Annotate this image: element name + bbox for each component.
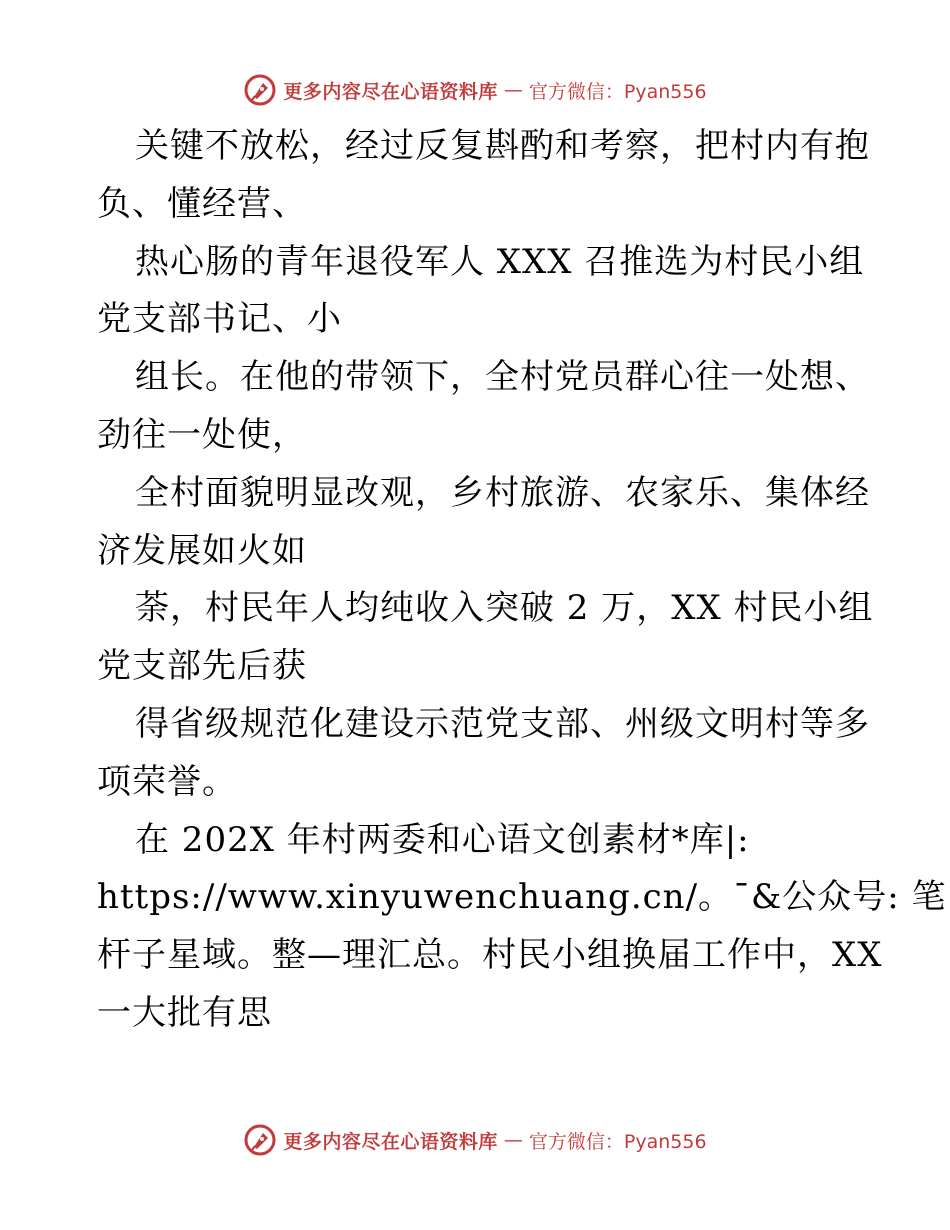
body-line: https://www.xinyuwenchuang.cn/。¯&公众号: 笔	[97, 877, 947, 918]
body-line: 项荣誉。	[97, 761, 237, 802]
footer-banner	[0, 1120, 950, 1160]
body-line: 全村面貌明显改观，乡村旅游、农家乐、集体经	[135, 472, 870, 513]
body-line: 党支部先后获	[97, 646, 307, 687]
body-line: 在 202X 年村两委和心语文创素材*库|:	[135, 819, 750, 860]
body-line: 党支部书记、小	[97, 299, 342, 340]
body-line: 负、懂经营、	[97, 183, 307, 224]
body-line: 济发展如火如	[97, 530, 307, 571]
body-line: 杆子星域。整—理汇总。村民小组换届工作中，XX	[97, 935, 883, 976]
header-banner-text: 更多内容尽在心语资料库	[283, 80, 498, 103]
body-line: 一大批有思	[97, 992, 272, 1033]
footer-banner-separator: —	[503, 1129, 523, 1151]
pen-nib-logo-icon	[243, 73, 277, 107]
body-line: 荼，村民年人均纯收入突破 2 万，XX 村民小组	[135, 588, 874, 629]
body-line: 劲往一处使，	[97, 414, 307, 455]
footer-banner-text: 更多内容尽在心语资料库	[283, 1130, 498, 1153]
body-line: 组长。在他的带领下，全村党员群心往一处想、	[135, 357, 870, 398]
document-body	[97, 118, 947, 1043]
header-banner-separator: —	[503, 79, 523, 101]
header-wechat-text: 官方微信：Pyan556	[528, 80, 707, 103]
footer-banner-inner	[243, 1123, 706, 1157]
footer-wechat-text: 官方微信：Pyan556	[528, 1130, 707, 1153]
body-line: 关键不放松，经过反复斟酌和考察，把村内有抱	[135, 126, 870, 166]
body-line: 得省级规范化建设示范党支部、州级文明村等多	[135, 703, 870, 744]
body-line: 热心肠的青年退役军人 XXX 召推选为村民小组	[135, 241, 865, 282]
header-banner	[0, 70, 950, 110]
header-banner-inner	[243, 73, 706, 107]
pen-nib-logo-icon	[243, 1123, 277, 1157]
